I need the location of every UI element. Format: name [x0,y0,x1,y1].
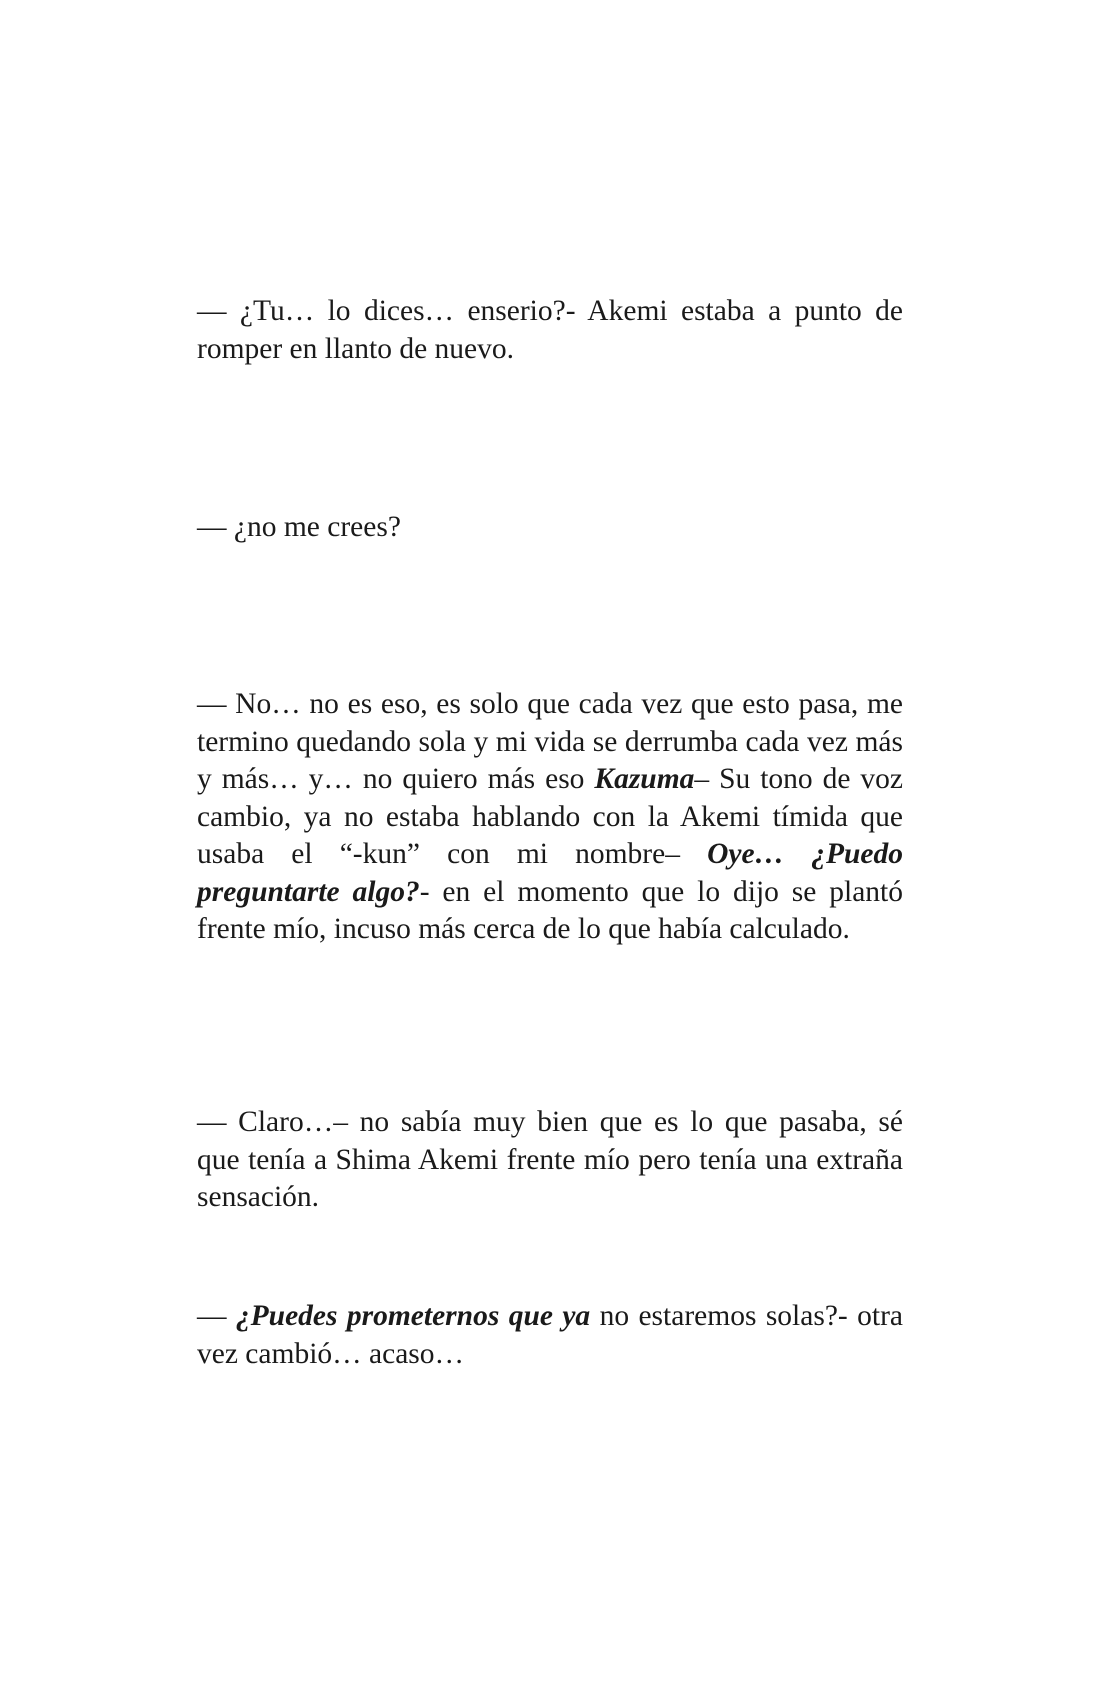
paragraph-text: — [197,1300,236,1332]
emphasis-question: Oye… ¿Puedo preguntarte algo? [197,838,903,908]
paragraph-text: — ¿no me crees? [197,511,401,543]
emphasis-question: ¿Puedes prometernos que ya [235,1300,591,1332]
emphasis-name: Kazuma [594,763,695,795]
dialogue-paragraph-3 [197,686,903,949]
paragraph-text: — No… no es eso, es solo que cada vez que esto pasa, me termino quedando sola y mi vida se derrumba cada vez más y más… y… no quiero más eso [197,688,903,795]
paragraph-text: — ¿Tu… lo dices… enserio?- Akemi estaba a punto de romper en llanto de nuevo. [197,295,903,365]
paragraph-text: - en el momento que lo dijo se plantó frente mío, incuso más cerca de lo que había calculado. [197,875,903,945]
dialogue-paragraph-1 [197,293,903,368]
dialogue-paragraph-5 [197,1298,903,1373]
dialogue-paragraph-4 [197,1104,903,1217]
paragraph-text: no estaremos solas?- otra vez cambió… acaso… [197,1300,903,1370]
dialogue-paragraph-2 [197,509,903,547]
paragraph-text: – Su tono de voz cambio, ya no estaba hablando con la Akemi tímida que usaba el “-kun” con mi nombre– [197,763,903,870]
paragraph-text: — Claro…– no sabía muy bien que es lo que pasaba, sé que tenía a Shima Akemi frente mío pero tenía una extraña sensación. [197,1106,903,1213]
